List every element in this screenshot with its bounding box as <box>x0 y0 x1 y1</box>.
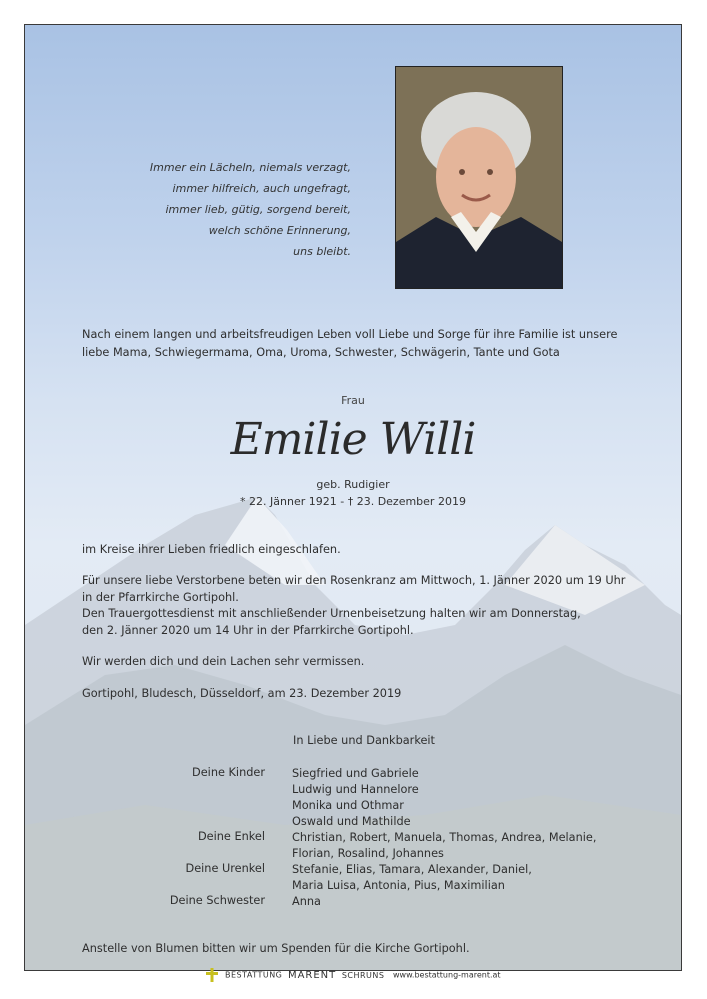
mourner-name: Monika und Othmar <box>292 799 404 812</box>
intro-line: Nach einem langen und arbeitsfreudigen Leben voll Liebe und Sorge für ihre Familie ist unsere <box>82 328 618 341</box>
mourner-name: Florian, Rosalind, Johannes <box>292 847 444 860</box>
group-names-grandchildren <box>292 830 622 862</box>
mourner-name: Anna <box>292 895 321 908</box>
service-line: den 2. Jänner 2020 um 14 Uhr in der Pfarrkirche Gortipohl. <box>82 623 414 637</box>
poem-line: welch schöne Erinnerung, <box>208 224 351 237</box>
mourner-name: Ludwig und Hannelore <box>292 783 419 796</box>
group-label-children: Deine Kinder <box>192 766 265 779</box>
group-label-sister: Deine Schwester <box>169 894 265 907</box>
group-label-grandchildren: Deine Enkel <box>197 830 265 843</box>
service-line: Den Trauergottesdienst mit anschließender Urnenbeisetzung halten wir am Donnerstag, <box>82 607 581 620</box>
deceased-name: Emilie Willi <box>230 414 476 465</box>
honorific: Frau <box>341 394 365 407</box>
birth-name: geb. Rudigier <box>316 478 390 491</box>
group-names-great-grandchildren <box>292 862 622 894</box>
group-names-sister <box>292 894 622 910</box>
mourners-list <box>25 766 681 936</box>
brand-prefix: BESTATTUNG <box>224 970 283 980</box>
service-info <box>82 573 652 639</box>
mourner-name: Maria Luisa, Antonia, Pius, Maximilian <box>292 879 505 892</box>
group-names-children <box>292 766 622 830</box>
obituary-card <box>24 24 682 971</box>
mourners-heading: In Liebe und Dankbarkeit <box>293 734 435 747</box>
intro-text <box>82 326 652 362</box>
mourner-name: Stefanie, Elias, Tamara, Alexander, Daniel, <box>292 863 532 876</box>
group-label-great-grandchildren: Deine Urenkel <box>185 862 265 875</box>
poem-line: uns bleibt. <box>293 245 351 258</box>
poem-line: immer hilfreich, auch ungefragt, <box>172 182 351 195</box>
intro-line: liebe Mama, Schwiegermama, Oma, Uroma, Schwester, Schwägerin, Tante und Gota <box>82 346 560 359</box>
poem-line: immer lieb, gütig, sorgend bereit, <box>165 203 351 216</box>
life-dates: * 22. Jänner 1921 - † 23. Dezember 2019 <box>240 495 466 508</box>
service-line: in der Pfarrkirche Gortipohl. <box>82 590 239 604</box>
memorial-poem <box>105 157 351 262</box>
passing-text: im Kreise ihrer Lieben friedlich eingeschlafen. <box>82 543 341 556</box>
cross-icon <box>206 968 218 982</box>
funeral-home-footer <box>0 968 707 988</box>
mourner-name: Oswald und Mathilde <box>292 815 411 828</box>
service-line: Für unsere liebe Verstorbene beten wir den Rosenkranz am Mittwoch, 1. Jänner 2020 um 19 Uhr <box>82 574 626 587</box>
portrait-photo <box>395 66 563 289</box>
poem-line: Immer ein Lächeln, niemals verzagt, <box>149 161 351 174</box>
brand-place: SCHRUNS <box>341 970 385 980</box>
mourner-name: Siegfried und Gabriele <box>292 767 419 780</box>
website-link[interactable]: www.bestattung-marent.at <box>393 970 501 980</box>
donation-note: Anstelle von Blumen bitten wir um Spenden für die Kirche Gortipohl. <box>82 942 470 955</box>
brand-name: MARENT <box>287 969 337 981</box>
farewell-text: Wir werden dich und dein Lachen sehr vermissen. <box>82 655 365 668</box>
place-date: Gortipohl, Bludesch, Düsseldorf, am 23. Dezember 2019 <box>82 687 402 700</box>
mourner-name: Christian, Robert, Manuela, Thomas, Andrea, Melanie, <box>292 831 597 844</box>
